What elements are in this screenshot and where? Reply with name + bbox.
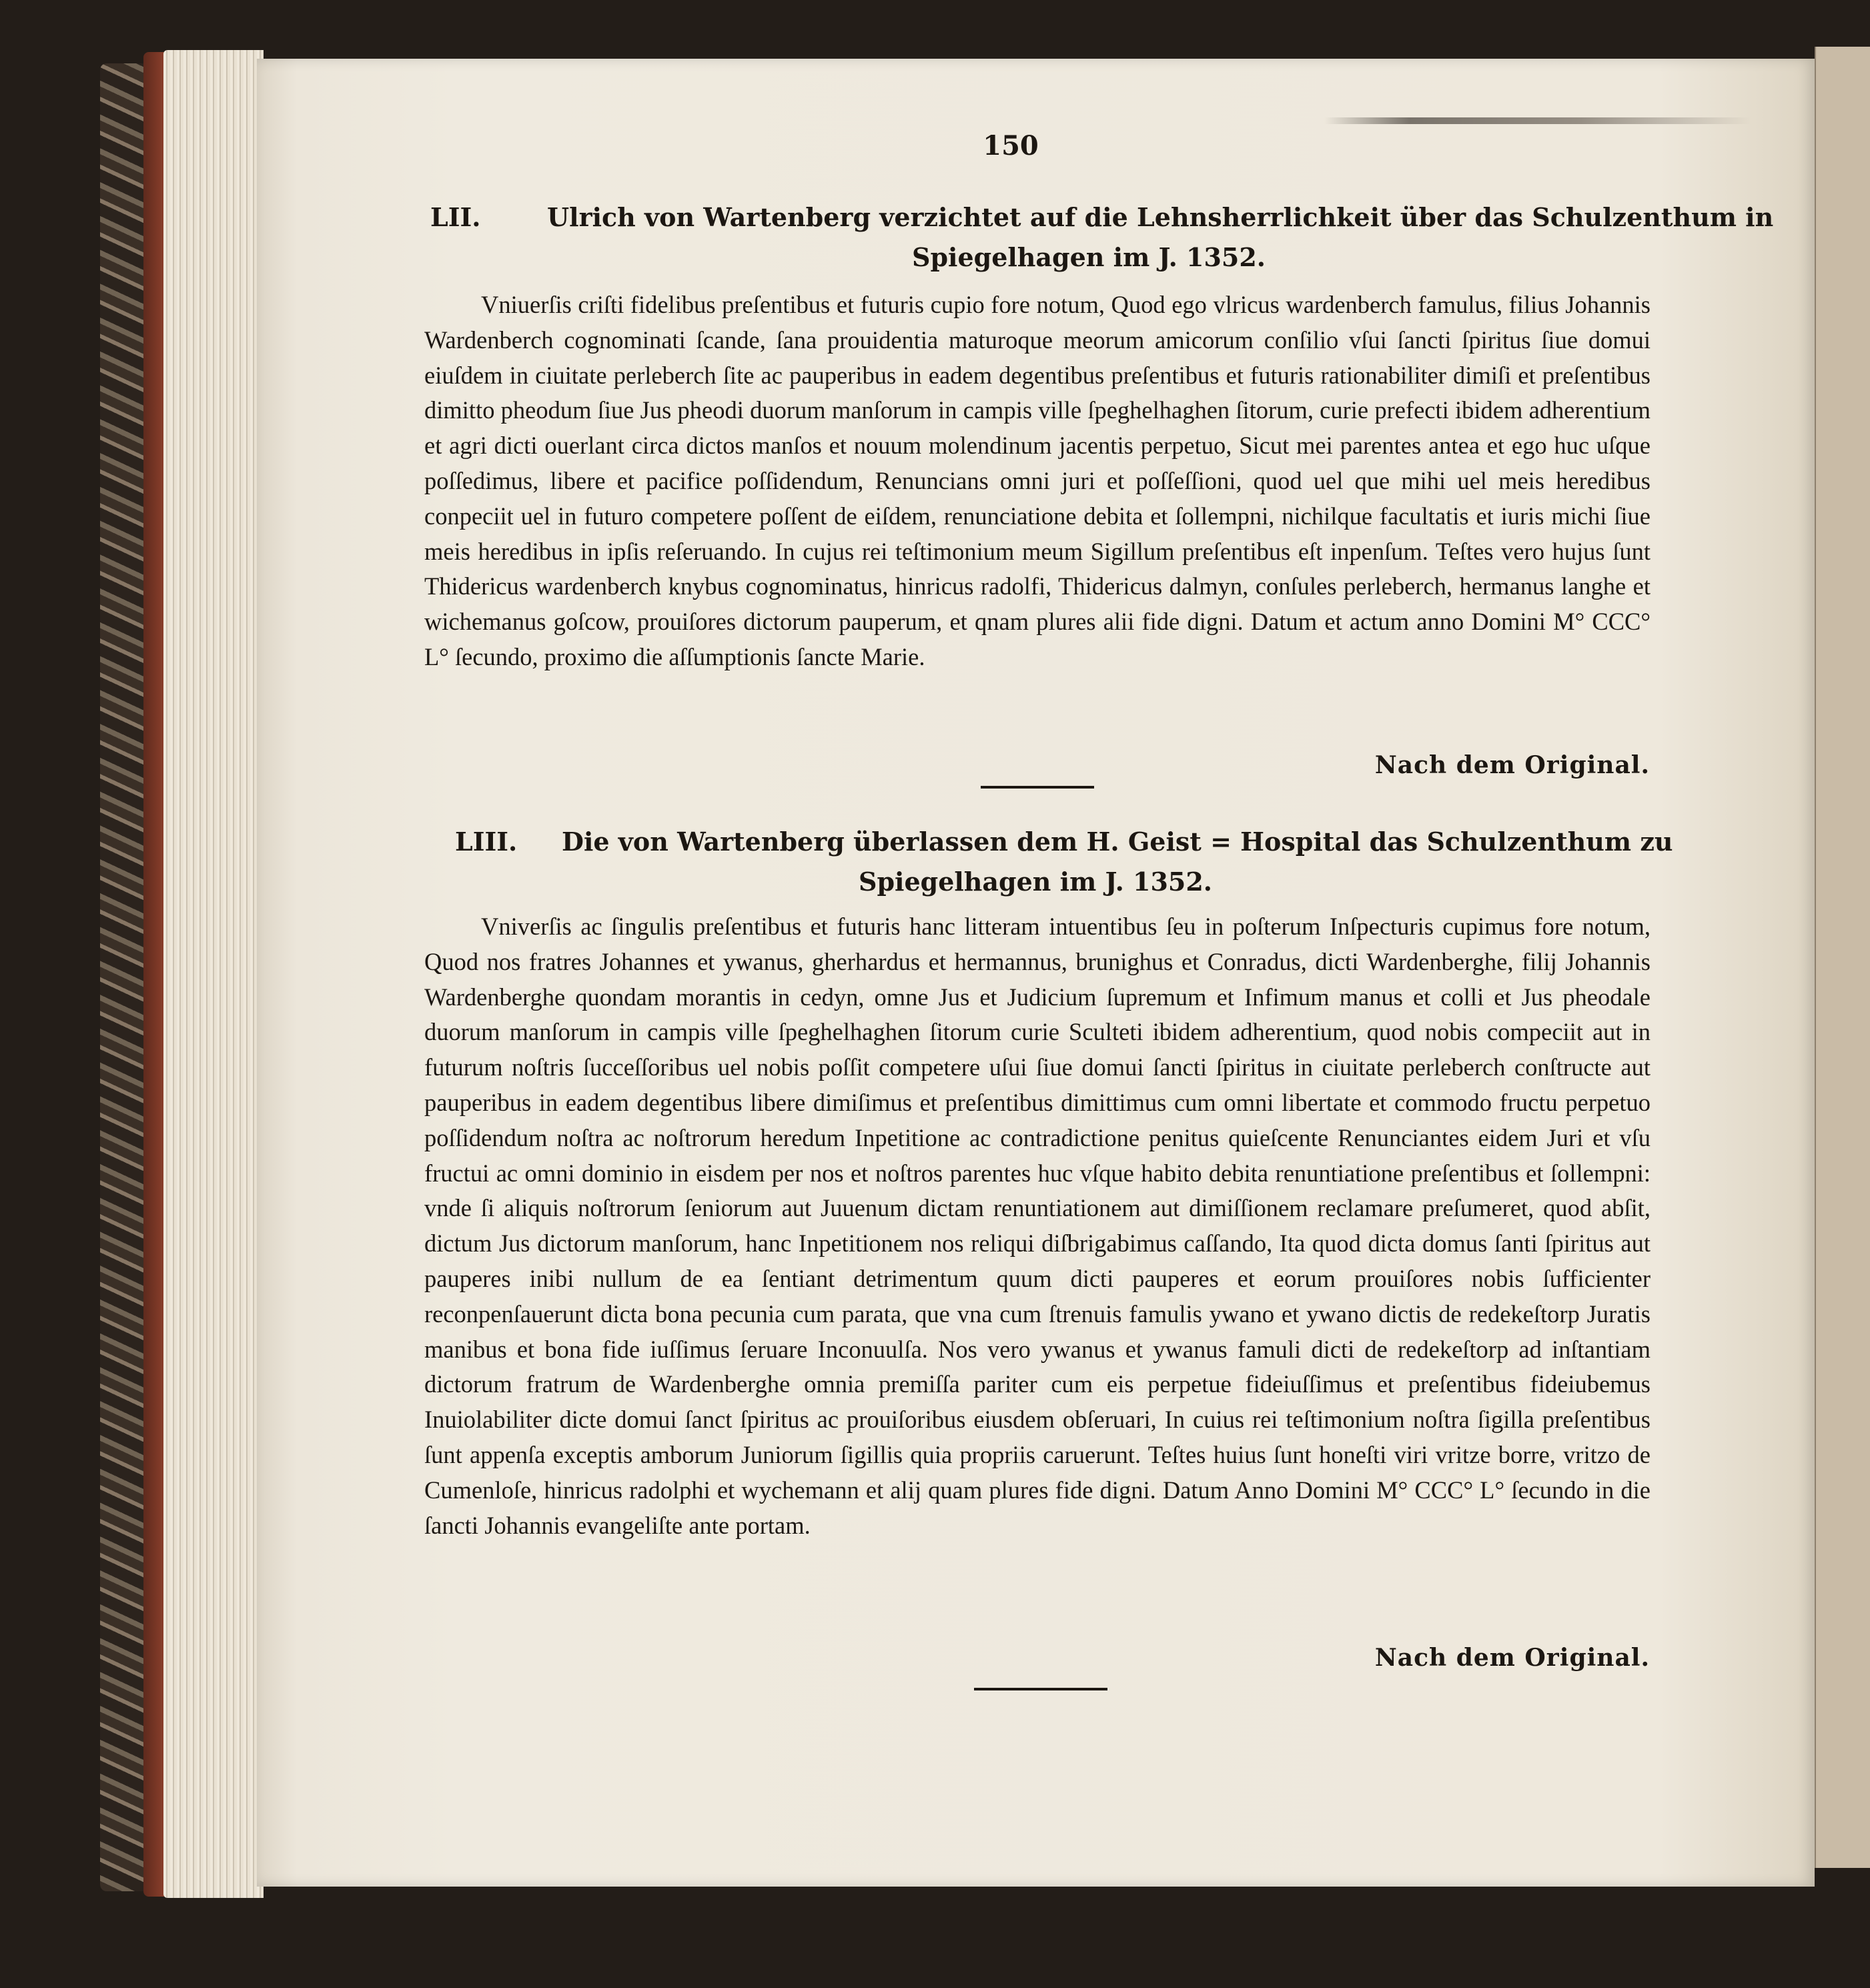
- document-1-closing: Nach dem Original.: [1374, 751, 1650, 779]
- page-number: 150: [983, 130, 1039, 161]
- document-1-paragraph: Vniuerſis criſti fidelibus preſentibus et futuris cupio fore notum, Quod ego vlricus wardenberch famulus, filius Johannis Wardenberch cognominati ſcande, ſana prouidentia maturoque meorum amicorum conſilio vſui ſancti ſpiritus ſiue domui eiuſdem in ciuitate perleberch ſite ac pauperibus in eadem degentibus preſentibus et futuris rationabiliter dimiſi et preſentibus dimitto pheodum ſiue Jus pheodi duorum manſorum in campis ville ſpeghelhaghen ſitorum, curie prefecti ibidem adherentium et agri dicti ouerlant circa dictos manſos et nouum molendinum jacentis perpetuo, Sicut mei parentes antea et ego huc uſque poſſedimus, libere et pacifice poſſidendum, Renuncians omni juri et poſſeſſioni, quod uel que mihi uel meis heredibus conpeciit uel in futuro competere poſſent de eiſdem, renunciatione debita et ſollempni, nichilque facultatis et iuris michi ſiue meis heredibus in ipſis reſeruando. In cujus rei teſtimonium meum Sigillum preſentibus eſt inpenſum. Teſtes vero hujus ſunt Thidericus wardenberch knybus cognominatus, hinricus radolfi, Thidericus dalmyn, conſules perleberch, hermanus langhe et wichemanus goſcow, prouiſores dictorum pauperum, et qnam plures alii fide digni. Datum et actum anno Domini M° CCC° L° ſecundo, proximo die aſſumptionis ſancte Marie.: [424, 291, 1651, 670]
- document-2-title-line-1: Die von Wartenberg überlassen dem H. Geist = Hospital das Schulzenthum zu: [562, 827, 1673, 857]
- document-1-title-line-2: Spiegelhagen im J. 1352.: [912, 242, 1266, 272]
- document-2-text: [424, 909, 1651, 1543]
- document-1-heading: [430, 197, 1774, 278]
- document-2-paragraph: Vniverſis ac ſingulis preſentibus et futuris hanc litteram intuentibus ſeu in poſterum Inſpecturis cupimus fore notum, Quod nos fratres Johannes et ywanus, gherhardus et hermannus, brunighus et Conradus, dicti Wardenberghe, filij Johannis Wardenberghe quondam morantis in cedyn, omne Jus et Judicium ſupremum et Infimum manus et colli et Jus pheodale duorum manſorum in campis ville ſpeghelhaghen ſitorum curie Sculteti ibidem adherentium, quod nobis compeciit aut in futurum noſtris ſucceſſoribus uel nobis poſſit competere uſui ſiue domui ſancti ſpiritus in ciuitate perleberch conſtructe aut pauperibus in eadem degentibus libere dimiſimus et preſentibus dimittimus cum omni libertate et commodo fructu perpetuo poſſidendum noſtra ac noſtrorum heredum Inpetitione ac contradictione penitus quieſcente Renunciantes eidem Juri et vſu fructui ac omni dominio in eisdem per nos et noſtros parentes huc vſque habito debita renuntiatione preſentibus et ſollempni: vnde ſi aliquis noſtrorum ſeniorum aut Juuenum dictam renuntiationem aut dimiſſionem reclamare preſumeret, quod abſit, dictum Jus dictorum manſorum, hanc Inpetitionem nos reliqui diſbrigabimus caſſando, Ita quod dicta domus ſanti ſpiritus aut pauperes inibi nullum de ea ſentiant detrimentum quum dicti pauperes et eorum prouiſores nobis ſufficienter reconpenſauerunt dicta bona pecunia cum parata, que vna cum ſtrenuis famulis ywano et ywano dictis de redekeſtorp Juratis manibus et bona fide iuſſimus ſeruare Inconuulſa. Nos vero ywanus et ywanus famuli dicti de redekeſtorp ad inſtantiam dictorum fratrum de Wardenberghe omnia premiſſa pariter cum eis perpetue fideiuſſimus et preſentibus fideiubemus Inuiolabiliter dicte domui ſanct ſpiritus ac prouiſoribus eiusdem obſeruari, In cuius rei teſtimonium noſtra ſigilla preſentibus ſunt appenſa exceptis amborum Juniorum ſigillis quia propriis caruerunt. Teſtes huius ſunt honeſti viri vritze borre, vritzo de Cumenloſe, hinricus radolphi et wychemann et alij quam plures fide digni. Datum Anno Domini M° CCC° L° ſecundo in die ſancti Johannis evangeliſte ante portam.: [424, 913, 1651, 1539]
- document-2-closing: Nach dem Original.: [1374, 1644, 1650, 1672]
- document-1-title-line-1: Ulrich von Wartenberg verzichtet auf die Lehnsherrlichkeit über das Schulzenthum in: [547, 202, 1774, 232]
- document-1-text: [424, 288, 1651, 675]
- page-top-shadow: [1324, 117, 1751, 124]
- document-2-title-line-2: Spiegelhagen im J. 1352.: [859, 867, 1213, 897]
- page-block: [163, 50, 264, 1898]
- section-divider: [981, 786, 1094, 789]
- document-2-heading: [455, 822, 1673, 902]
- end-divider: [974, 1688, 1107, 1690]
- document-1-number: LII.: [430, 202, 481, 232]
- document-2-number: LIII.: [455, 827, 518, 857]
- facing-page-edge: [1815, 47, 1870, 1868]
